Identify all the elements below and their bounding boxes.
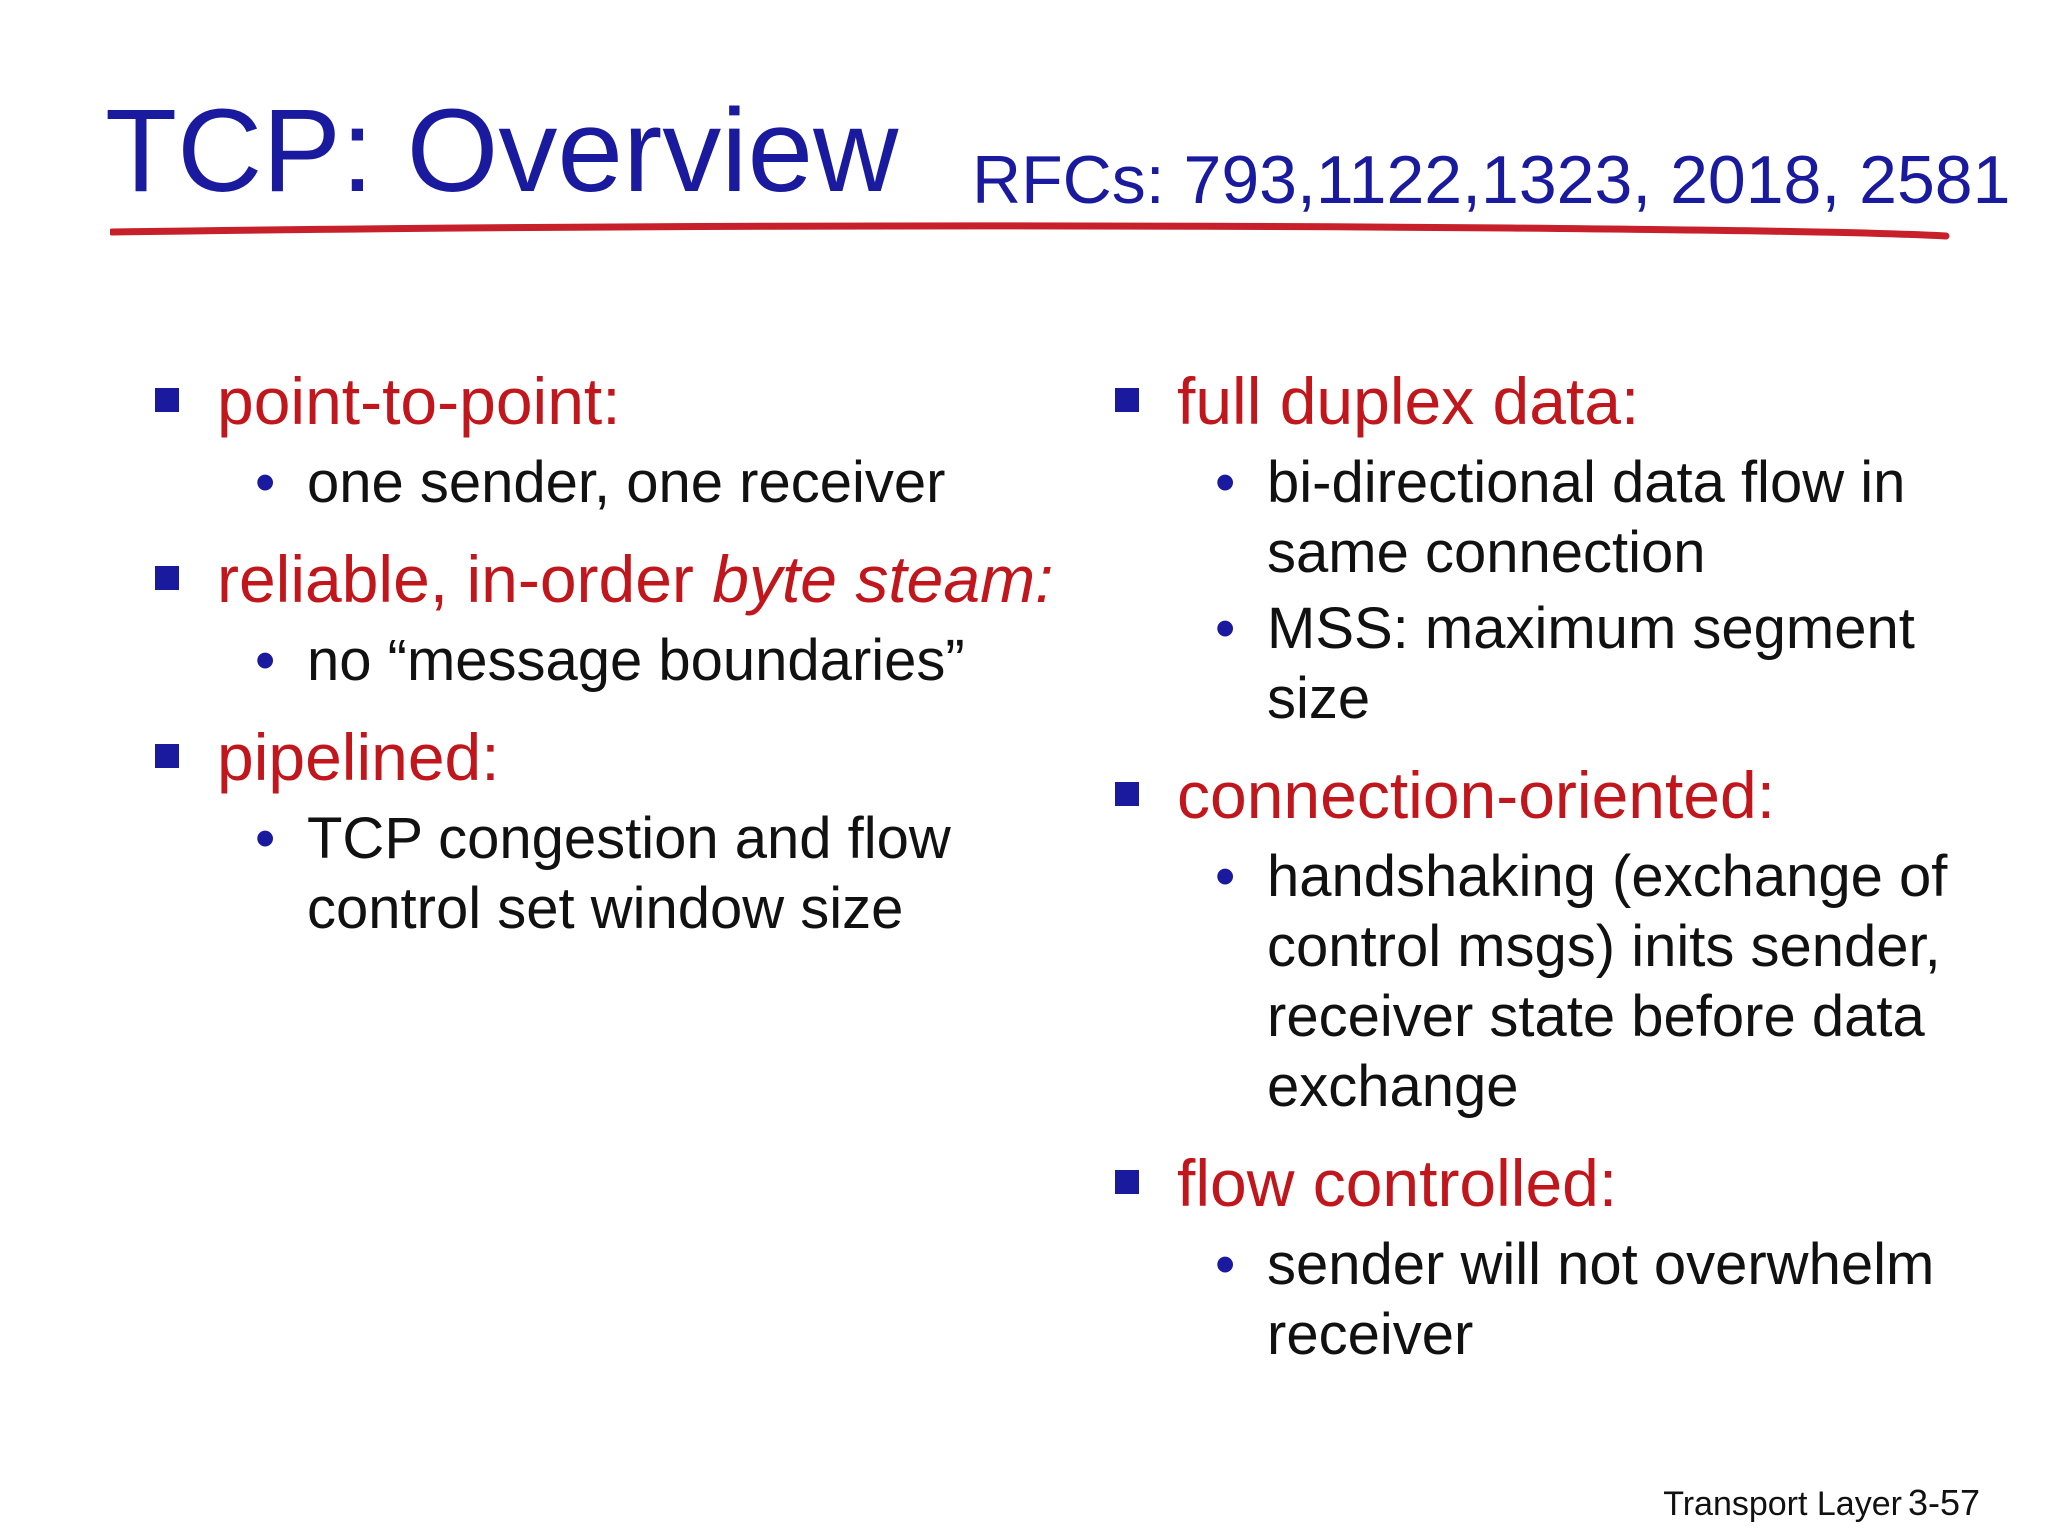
dot-bullet-icon: •	[1215, 596, 1236, 661]
square-bullet-icon	[1115, 1170, 1139, 1194]
slide-title: TCP: Overview	[105, 85, 899, 217]
sub-bullet: • TCP congestion and flow control set window size	[255, 806, 951, 941]
dot-bullet-icon: •	[255, 806, 276, 871]
dot-bullet-icon: •	[255, 450, 276, 515]
bullet-heading: connection-oriented:	[1177, 758, 1776, 832]
square-bullet-icon	[155, 744, 179, 768]
bullet-reliable	[155, 538, 1055, 696]
left-column	[155, 360, 1055, 944]
bullet-heading: point-to-point:	[217, 364, 621, 438]
bullet-full-duplex	[1115, 360, 2015, 734]
bullet-heading: flow controlled:	[1177, 1146, 1618, 1220]
footer-label: Transport Layer	[1663, 1485, 1902, 1523]
page-number: 3-57	[1907, 1482, 1980, 1523]
bullet-heading: full duplex data:	[1177, 364, 1640, 438]
bullet-point-to-point	[155, 360, 1055, 518]
slide-footer	[1663, 1482, 1980, 1524]
sub-bullet: • handshaking (exchange of control msgs) inits sender, receiver state before data exchange	[1215, 844, 1948, 1119]
dot-bullet-icon: •	[1215, 450, 1236, 515]
dot-bullet-icon: •	[1215, 844, 1236, 909]
rfc-list: RFCs: 793,1122,1323, 2018, 2581	[972, 142, 2011, 218]
dot-bullet-icon: •	[255, 628, 276, 693]
bullet-flow-controlled	[1115, 1142, 2015, 1370]
square-bullet-icon	[1115, 388, 1139, 412]
sub-bullet: • no “message boundaries”	[155, 626, 1055, 696]
sub-bullet: • MSS: maximum segment size	[1215, 596, 1915, 731]
bullet-pipelined	[155, 716, 1055, 944]
dot-bullet-icon: •	[1215, 1232, 1236, 1297]
square-bullet-icon	[155, 566, 179, 590]
square-bullet-icon	[155, 388, 179, 412]
bullet-heading: reliable, in-order	[217, 542, 713, 616]
sub-bullet: • bi-directional data flow in same connection	[1215, 450, 1906, 585]
right-column	[1115, 360, 2015, 1370]
bullet-heading: pipelined:	[217, 720, 500, 794]
square-bullet-icon	[1115, 782, 1139, 806]
bullet-heading-italic: byte steam:	[712, 542, 1054, 616]
bullet-connection-oriented	[1115, 754, 2015, 1122]
title-underline	[110, 218, 1950, 244]
sub-bullet: • sender will not overwhelm receiver	[1215, 1232, 1935, 1367]
sub-bullet: • one sender, one receiver	[155, 448, 1055, 518]
